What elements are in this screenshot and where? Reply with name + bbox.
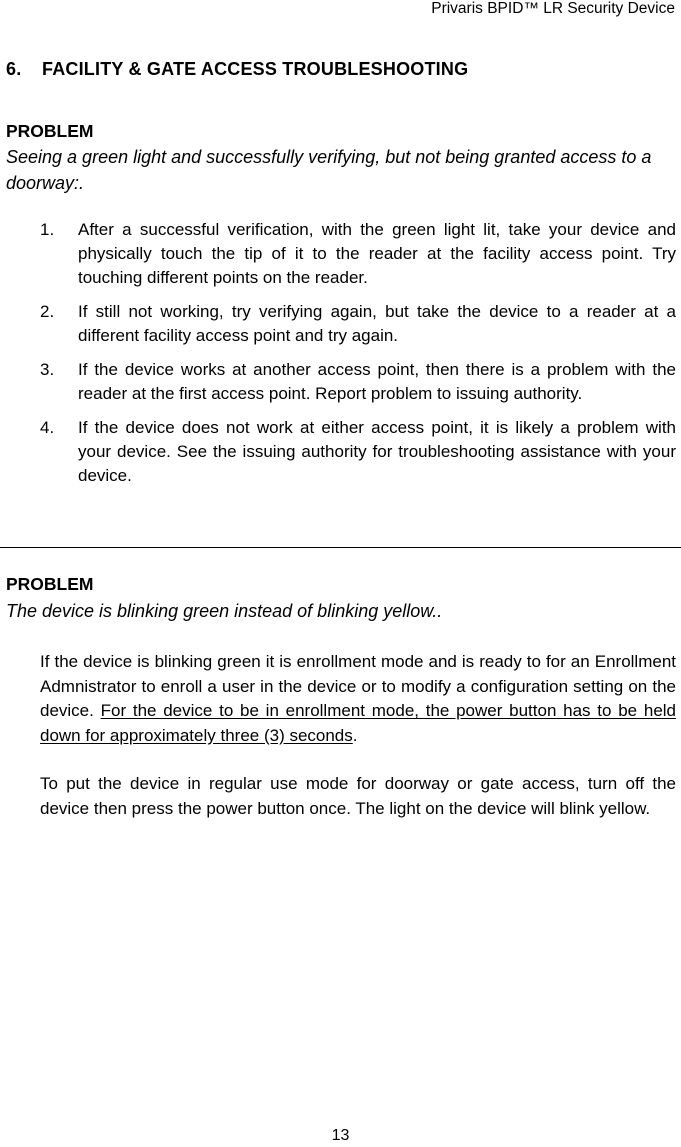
problem-2-description: The device is blinking green instead of blinking yellow.. bbox=[6, 601, 443, 621]
regular-mode-paragraph: To put the device in regular use mode for doorway or gate access, turn off the device then press the power button once. The light on the device will blink yellow. bbox=[40, 774, 676, 818]
divider bbox=[0, 547, 681, 548]
step-number: 3. bbox=[40, 360, 55, 379]
paragraph-text: If the device is blinking green it is enrollment mode and is ready to for an Enrollment Admnistrator to enroll a user in the device or to modify a configuration setting on the device. bbox=[40, 652, 676, 720]
list-item bbox=[40, 358, 676, 406]
step-text: If still not working, try verifying again, but take the device to a reader at a different facility access point and try again. bbox=[78, 302, 676, 345]
problem-1-label: PROBLEM bbox=[6, 121, 94, 141]
running-header: Privaris BPID™ LR Security Device bbox=[431, 0, 675, 17]
page-number: 13 bbox=[331, 1127, 350, 1144]
step-text: After a successful verification, with the green light lit, take your device and physically touch the tip of it to the reader at the facility access point. Try touching different points on the reader. bbox=[78, 220, 676, 287]
step-text: If the device works at another access point, then there is a problem with the reader at the first access point. Report problem to issuing authority. bbox=[78, 360, 676, 403]
step-number: 4. bbox=[40, 418, 55, 437]
list-item bbox=[40, 218, 676, 290]
list-item bbox=[40, 416, 676, 488]
list-item bbox=[40, 300, 676, 348]
enrollment-mode-paragraph bbox=[40, 650, 676, 748]
step-number: 2. bbox=[40, 302, 55, 321]
step-number: 1. bbox=[40, 220, 55, 239]
section-heading bbox=[6, 59, 468, 80]
underlined-note: For the device to be in enrollment mode, the power button has to be held down for approximately three (3) seconds bbox=[40, 701, 676, 745]
step-text: If the device does not work at either access point, it is likely a problem with your device. See the issuing authority for troubleshooting assistance with your device. bbox=[78, 418, 676, 485]
paragraph-end: . bbox=[352, 725, 358, 745]
section-number: 6. bbox=[6, 59, 22, 79]
problem-2-label: PROBLEM bbox=[6, 574, 94, 594]
section-title: FACILITY & GATE ACCESS TROUBLESHOOTING bbox=[42, 59, 469, 79]
troubleshooting-steps bbox=[40, 218, 676, 498]
problem-1-description: Seeing a green light and successfully verifying, but not being granted access to a doorway:. bbox=[6, 147, 652, 193]
